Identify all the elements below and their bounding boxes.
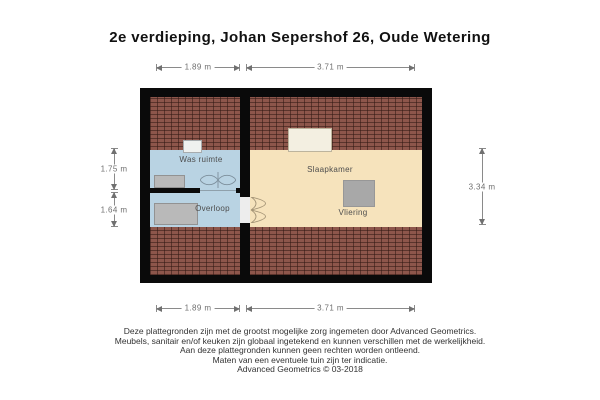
- arrow-up-icon: [479, 148, 485, 154]
- arrow-down-icon: [479, 219, 485, 225]
- dimension-top-right: [246, 61, 415, 74]
- dimension-top-right-label: 3.71 m: [314, 63, 347, 72]
- room-label-overloop: Overloop: [195, 204, 230, 213]
- dormer-window-left: [183, 140, 202, 153]
- dimension-left-lower-label: 1.64 m: [98, 205, 131, 214]
- disclaimer-line: Maten van een eventuele tuin zijn ter indicatie.: [212, 354, 388, 365]
- dimension-bottom-right: [246, 302, 415, 315]
- arrow-left-icon: [246, 306, 252, 312]
- disclaimer-line: Aan deze plattegronden kunnen geen rechten worden ontleend.: [179, 345, 421, 355]
- laundry-appliance: [154, 175, 185, 188]
- disclaimer-line: Deze plattegronden zijn met de grootst mogelijke zorg ingemeten door Advanced Geometrics.: [123, 326, 477, 336]
- arrow-left-icon: [156, 306, 162, 312]
- room-label-vliering: Vliering: [338, 208, 368, 217]
- double-swing-door-icon: [200, 171, 236, 190]
- dimension-top-left: [156, 61, 240, 74]
- room-label-was-ruimte: Was ruimte: [179, 155, 223, 164]
- dimension-bottom-right-label: 3.71 m: [314, 304, 347, 313]
- page-title: 2e verdieping, Johan Sepershof 26, Oude Wetering: [109, 29, 491, 46]
- arrow-right-icon: [409, 306, 415, 312]
- arrow-right-icon: [409, 65, 415, 71]
- arrow-right-icon: [234, 306, 240, 312]
- arrow-left-icon: [156, 65, 162, 71]
- arrow-left-icon: [246, 65, 252, 71]
- dimension-top-left-label: 1.89 m: [182, 63, 215, 72]
- interior-wall-stub: [236, 188, 240, 193]
- dimension-left-lower: [95, 192, 134, 227]
- dimension-right: [463, 148, 502, 225]
- arrow-down-icon: [111, 184, 117, 190]
- arrow-down-icon: [111, 221, 117, 227]
- room-label-slaapkamer: Slaapkamer: [307, 165, 353, 174]
- loft-hatch: [343, 180, 375, 207]
- arrow-up-icon: [111, 148, 117, 154]
- floorplan-drawing: [140, 88, 432, 283]
- dimension-left-upper-label: 1.75 m: [98, 165, 131, 174]
- dormer-window-right: [288, 128, 332, 152]
- arrow-right-icon: [234, 65, 240, 71]
- disclaimer-copyright: Advanced Geometrics © 03-2018: [237, 364, 363, 374]
- center-wall: [240, 97, 250, 275]
- interior-wall: [150, 188, 200, 193]
- disclaimer-line: Meubels, sanitair en/of keuken zijn globaal ingetekend en kunnen verschillen met de werkelijkheid.: [114, 335, 486, 346]
- dimension-right-label: 3.34 m: [466, 182, 499, 191]
- arrow-up-icon: [111, 192, 117, 198]
- disclaimer-text: [0, 327, 600, 375]
- dimension-bottom-left: [156, 302, 240, 315]
- dimension-bottom-left-label: 1.89 m: [182, 304, 215, 313]
- dimension-left-upper: [95, 148, 134, 190]
- door-threshold: [200, 190, 236, 191]
